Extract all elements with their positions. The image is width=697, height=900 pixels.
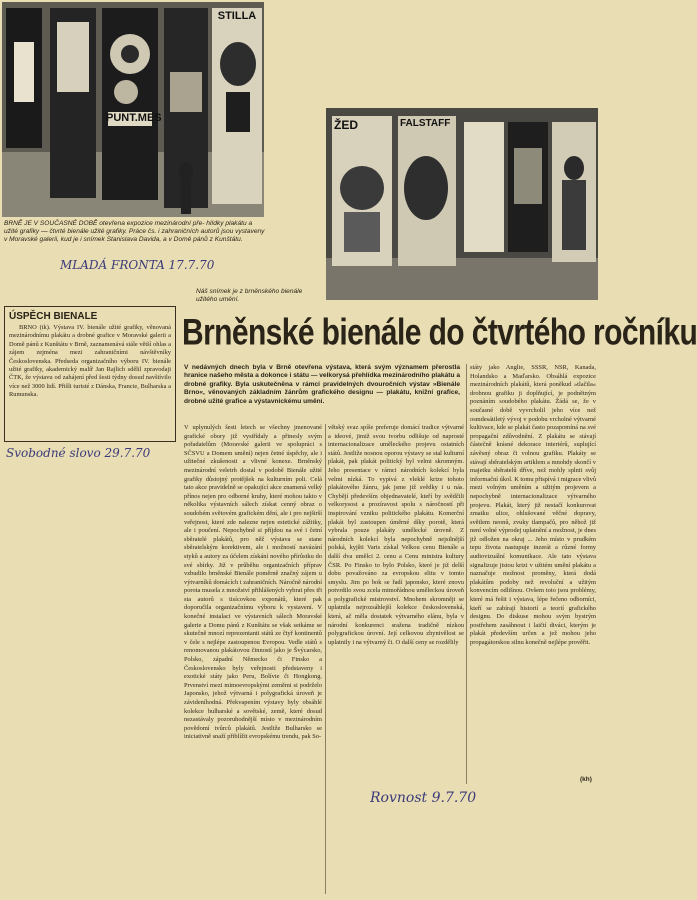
article-signature: (kh) xyxy=(580,776,592,783)
poster-label-zed: ŽED xyxy=(334,118,358,132)
exhibition-photo-right xyxy=(326,108,598,300)
column-divider-2 xyxy=(466,364,467,784)
source-note-svobodne-slovo: Svobodné slovo 29.7.70 xyxy=(6,446,151,460)
photo-caption-right: Náš snímek je z brněnského bienále užitého umění. xyxy=(196,288,303,303)
article-column-3: státy jako Anglie, SSSR, NSR, Kanada, Holandsko a Maďarsko. Obsáhlá expozice mezinárodních plakátů, která poněkud »tlačila« drobnou grafiku ji doplňující, je podnětným poznáním soudobého plakátu. Žádá se, že v současné době vyvrcholil jeho více než osmdesátiletý vývoj v podobu vrcholné výtvarné kultivace, kde se plakát často pozapomíná na své propagační zdůvodnění. Z plakátu se stávají částečně krásné dekorace interiérů, suplující závěsný obraz či volnou grafiku. Plakáty se stávají sběratelským artiklem a mnohdy skončí v majetku sběratelů dříve, než mohly splnit svůj informační úkol. K tomu přispívá i migrace vlivů mezi volným uměním a užitým projevem a nepochybně internacionalizace výtvarného projevu. Plakát, který již nestačí konkurovat zmatku ulice, ohlušované věčné dopravy, světlem neonů, zvuky tlampačů, pro něhož již není volné výprodej uplatnění a možnost, je dnes již odložen na okraj ... Jeho místo v prudkém tepu života nastupuje inzerát a různé formy audiovizuální komunikace. Ale tato výstava signalizuje jistou krizi v užitém umění plakátu a naznačuje možnost proměny, která dodá plakátům podoby než revoluční a užitým konvencím odlišnou. Ovšem toto jsou problémy, které má řešit i výstava, lépe řečeno odborníci, kteří se zabírají historií a teorií grafického designu. Do diskuse mohou svým bystrým postřehem zasáhnout i laičtí diváci, kterým je plakát především určen a jež mohou jeho propagátorskou silnu konečně nejlépe prověřit. xyxy=(470,364,597,646)
poster-label-punt: PUNT.MES xyxy=(106,112,162,124)
exhibition-photo-right-image xyxy=(326,108,598,300)
exhibition-photo-left xyxy=(2,2,264,217)
poster-label-falstaff: FALSTAFF xyxy=(400,118,451,129)
source-note-mlada-fronta: MLADÁ FRONTA 17.7.70 xyxy=(60,258,215,272)
uspech-bienale-title: ÚSPĚCH BIENALE xyxy=(9,311,98,322)
article-column-2: větský svaz spíše preferuje domácí tradice výtvarné a ideové, jimiž svou tvorbu odlišuje od naprosté internacionalizace uměleckého projevu ostatních států. Jestliže nosnou oporou výstavy se stal kulturní plakát, pak plakát politický byl velmi skromným. Jeho presentace v rámci národních kolekcí byla velmi nízká. To vypívá z vleklé krize tohoto plakátového žánru, jak jsme již svědky i u nás. Chybějí především objednavatelé, kteří by svědčili velkorysost a prozíravost spolu s náročností při inspirování vzniku politického plakátu. Komerční plakát byl zastoupen úměrné díky porotě, která vybrala pouze plakáty umělecké úrovně. Z národních kolekcí byla nepochybně nejsilnější polská, kyjšti Varis získal Velkou cenu Bienále a další dva umělci 2. cenu a Cenu ministra kultury ČSR. Po Finsko to bylo Polsko, které je již delší dobu považováno za evropskou elitu v tomto smyslu. Jim po bok se řadí japonsko, které znovu potvrdilo svou zcela mimořádnou uměleckou úroveň a polygrafické mistrovství. Mnohem skromněji se uplatnila nejrozsáhlejší kolekce československá, která, ač měla dostatek výtvarného elánu, byla v národní konkurenci sražena tradičně nízkou polygrafickou úrovní. Její celkovou zhynivělost se uplatnily i na výtvarný či. O další ceny se rozdělily xyxy=(328,424,464,646)
column-divider-1 xyxy=(325,424,326,894)
article-headline: Brněnské bienále do čtvrtého ročníku xyxy=(182,312,697,354)
poster-label-stilla: STILLA xyxy=(217,10,257,22)
article-lead: V nedávných dnech byla v Brně otevřena výstava, která svým významem přerostla hranice našeho města a dokonce i státu — velkorysá přehlídka mezinárodního plakátu a drobné grafiky. Byla uskutečněna v rámci pravidelných dvouročních výstav »Bienále Brno«, věnovaných základním žánrům grafického designu — plakátu, knižní grafice, drobné užité grafice a výstavnickému umění. xyxy=(184,364,460,405)
article-column-1: V uplynulých šesti letech se všechny jmenované grafické obory již vystřídaly a přinesly svým pořadatelům (Moravské galerii ve spolupráci s SČSVU a Domem umění) nejen četné úspěchy, ale i užitečné zkušenosti a vlivné konexe. Brněnský mezinárodní veletrh dostal v podobě Bienále užité grafiky důstojný protějšek na kulturním poli. Celá tato akce pravidelně se opakující akce znamená velký přínos nejen pro odborné kruhy, které mohou takto v několika výstavních sálech získat cenný obraz o soudobém světovém grafickém dění, ale i pro nejširší veřejnost, které zde nalezne nejen estetické zážitky, ale i poučení. Nepochybně si příjdou na své i četní sběratelé plakátů, pro něž výstava se stane sběratelským korektivem, ale i možností navázání styků a autory za účelem získání nového přírůstku do své sbírky. Již v průběhu organizačních příprav vzbudilo brněnské Bienále poměrně značný zájem u výtvarníků domácích i zahraničních. Náročně národní porota musela z množství přihlášených vybrat přes tři sta autorů s tisícovkou exponátů, které pak doporučila organizačnímu výboru k vystavení. V konečné instalaci ve výstavních sálech Moravské galerie a Domu pánů z Kunštátu se však setkáme se skutečně mnozí reprezentanti států ze čtyř kontinentů v čele s nejlépe zastoupenou Evropou. Vedle států s renomovanou plakátovou činností jako je Švýcarsko, Polsko, západní Německo či Finsko a Československo byly veřejnosti představeny i exotické státy jako Peru, Bolívie či Hongkong. Prvenství mezi mimoevropskými zeměmi si podrželo Japonsko, jehož výtvarná i polygrafická úroveň je závideníhodná. Překvapením výstavy byly obsáhlé kolekce bulharské a sovětské, země, které dosud nezastávaly pozoruhodnější místo v mezinárodním povědomí tvůrců plakátů. Jestliže Bulharsko se iniciativně snaží přiblížit evropskému trendu, pak So- xyxy=(184,424,322,741)
uspech-bienale-text: BRNO (tk). Výstava IV. bienále užité grafiky, věnovaná mezinárodnímu plakátu a drobné grafice v Moravské galerii a Domě pánů z Kunštátu v Brně, zaznamenává stále větší ohlas a zájem zejména mezi zahraničními návštěvníky Československa. Předseda organizačního výboru IV. bienále užité grafiky, akademický malíř Jan Rajlich sdělil zpravodaji ČTK, že výstavu od zahájení před šesti týdny dosud navštívilo více než 3000 lidí. Přišli turisté z Dánska, Francie, Bulharska a Rumunska. xyxy=(9,324,171,399)
exhibition-photo-left-image xyxy=(2,2,264,217)
source-note-rovnost: Rovnost 9.7.70 xyxy=(370,790,477,806)
clipping-uspech-bienale xyxy=(4,306,176,442)
photo-caption-left: BRNĚ JE V SOUČASNÉ DOBĚ otevřena expozice mezinárodní pře- hlídky plakátu a užité grafiky — čtvrté bienále užité grafiky. Práce čs. i zahraničních autorů jsou vystaveny v Moravské galerii, kud je i snímek Stanislava Davida, a v Domě pánů z Kunštátu. xyxy=(4,220,265,243)
